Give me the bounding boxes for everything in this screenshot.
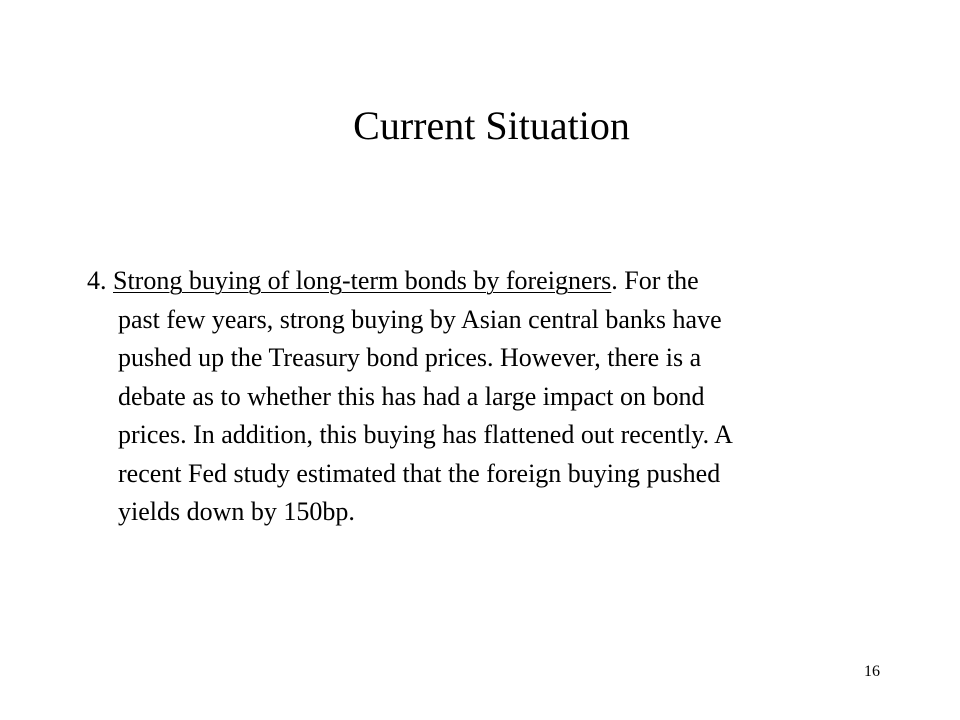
point-heading: Strong buying of long-term bonds by foreigners bbox=[113, 266, 612, 295]
body-line-6: recent Fed study estimated that the foreign buying pushed bbox=[118, 458, 721, 488]
point-number: 4. bbox=[87, 266, 107, 295]
point-heading-period: . bbox=[611, 266, 618, 295]
body-line-7: yields down by 150bp. bbox=[118, 497, 355, 526]
slide-title: Current Situation bbox=[353, 103, 630, 148]
body-line-5: prices. In addition, this buying has flattened out recently. A bbox=[118, 420, 733, 449]
body-line-1: For the bbox=[624, 266, 699, 295]
page-number: 16 bbox=[864, 663, 880, 680]
body-line-3: pushed up the Treasury bond prices. However, there is a bbox=[118, 343, 702, 372]
bullet-point-4 bbox=[87, 262, 877, 532]
body-line-4: debate as to whether this has had a large impact on bond bbox=[118, 381, 705, 411]
first-line bbox=[87, 262, 877, 301]
body-line-2: past few years, strong buying by Asian central banks have bbox=[118, 304, 722, 334]
